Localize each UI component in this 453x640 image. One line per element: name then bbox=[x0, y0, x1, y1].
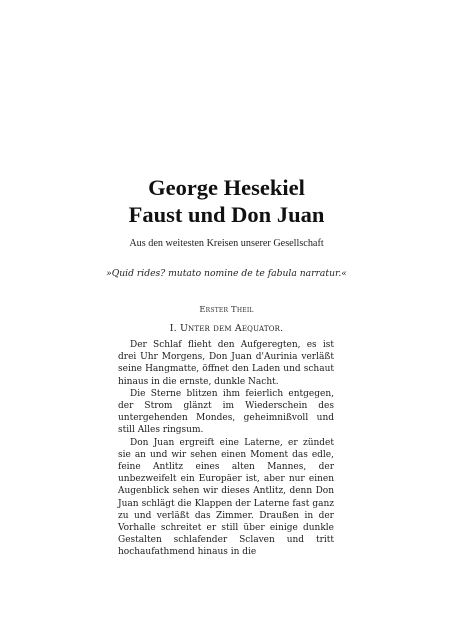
paragraph: Don Juan ergreift eine Laterne, er zündet sie an und wir sehen einen Moment das edle, feine Antlitz eines alten Mannes, der unbezweifelt ein Europäer ist, aber nur einen Augenblick sehen wir dieses Antlitz, denn Don Juan schlägt die Klappen der Laterne fast ganz zu und verläßt das Zimmer. Draußen in der Vorhalle schreitet er still über einige dunkle Gestalten schlafender Sclaven und tritt hochaufathmend hinaus in die bbox=[118, 437, 334, 558]
book-subtitle: Aus den weitesten Kreisen unserer Gesellschaft bbox=[129, 238, 324, 249]
paragraph: Die Sterne blitzen ihm feierlich entgegen, der Strom glänzt im Wiederschein des untergehenden Mondes, geheimnißvoll und still Alles ringsum. bbox=[118, 388, 334, 436]
book-title: Faust und Don Juan bbox=[128, 202, 325, 227]
paragraph: Der Schlaf flieht den Aufgeregten, es ist drei Uhr Morgens, Don Juan d'Aurinia verläßt seine Hangmatte, öffnet den Laden und schaut hinaus in die ernste, dunkle Nacht. bbox=[118, 340, 334, 387]
motto: »Quid rides? mutato nomine de te fabula narratur.« bbox=[106, 268, 347, 279]
chapter-heading: I. Unter dem Aequator. bbox=[169, 323, 284, 334]
part-heading: Erster Theil bbox=[199, 304, 254, 314]
body-text bbox=[118, 339, 334, 559]
author-name: George Hesekiel bbox=[148, 175, 305, 200]
title-block bbox=[0, 174, 453, 228]
